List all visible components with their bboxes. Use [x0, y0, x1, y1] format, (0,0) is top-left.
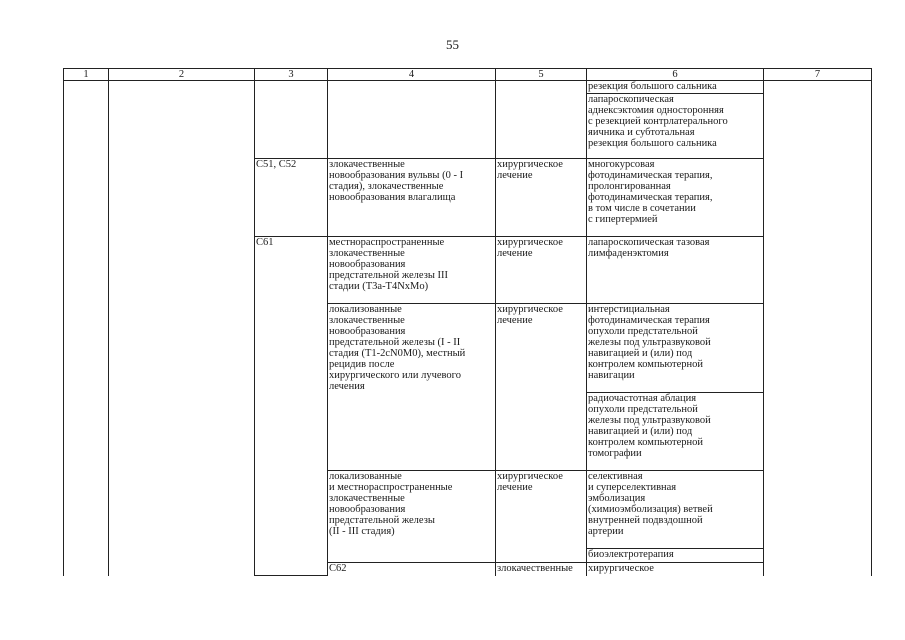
medical-procedures-table: [63, 68, 872, 576]
cell-procedure: селективная и суперселективная эмболизация (химиоэмболизация) ветвей внутренней подвздошной артерии: [587, 471, 764, 549]
cell-procedure: лапароскопическая тазовая лимфаденэктомия: [587, 237, 764, 304]
column-header: 6: [587, 69, 764, 81]
cell-procedure: интерстициальная фотодинамическая терапия опухоли предстательной железы под ультразвуковой навигацией и (или) под контролем компьютерной навигации: [587, 304, 764, 393]
cell-col5: [496, 81, 587, 159]
column-header: 7: [764, 69, 872, 81]
cell-diagnosis: злокачественные: [496, 563, 587, 576]
cell-procedure: лапароскопическая аднексэктомия односторонняя с резекцией контрлатерального яичника и субтотальная резекция большого сальника: [587, 94, 764, 159]
table-row: [64, 81, 872, 94]
cell-icd-code: C51, C52: [255, 159, 328, 237]
cell-procedure: многокурсовая фотодинамическая терапия, пролонгированная фотодинамическая терапия, в том числе в сочетании с гипертермией: [587, 159, 764, 237]
cell-col4: [328, 81, 496, 159]
column-header: 4: [328, 69, 496, 81]
cell-col3: [255, 81, 328, 159]
cell-diagnosis: локализованные злокачественные новообразования предстательной железы (I - II стадия (T1-2cN0M0), местный рецидив после хирургического или лучевого лечения: [328, 304, 496, 471]
cell-col2: [109, 81, 255, 576]
cell-treatment-type: хирургическое лечение: [496, 159, 587, 237]
column-header: 5: [496, 69, 587, 81]
table-header-row: [64, 69, 872, 81]
column-header: 2: [109, 69, 255, 81]
cell-col7: [764, 81, 872, 576]
cell-treatment-type: хирургическое лечение: [496, 237, 587, 304]
cell-procedure: резекция большого сальника: [587, 81, 764, 94]
cell-treatment-type: хирургическое лечение: [496, 304, 587, 471]
page-number: 55: [446, 37, 459, 52]
cell-icd-code: C62: [328, 563, 496, 576]
cell-diagnosis: злокачественные новообразования вульвы (0 - I стадия), злокачественные новообразования влагалища: [328, 159, 496, 237]
cell-col1: [64, 81, 109, 576]
column-header: 1: [64, 69, 109, 81]
cell-treatment-type: хирургическое: [587, 563, 764, 576]
cell-icd-code: C61: [255, 237, 328, 576]
column-header: 3: [255, 69, 328, 81]
cell-treatment-type: хирургическое лечение: [496, 471, 587, 563]
cell-diagnosis: локализованные и местнораспространенные злокачественные новообразования предстательной железы (II - III стадия): [328, 471, 496, 563]
cell-procedure: биоэлектротерапия: [587, 549, 764, 563]
cell-procedure: радиочастотная аблация опухоли предстательной железы под ультразвуковой навигацией и (или) под контролем компьютерной томографии: [587, 393, 764, 471]
cell-diagnosis: местнораспространенные злокачественные новообразования предстательной железы III стадии (T3a-T4NxMo): [328, 237, 496, 304]
